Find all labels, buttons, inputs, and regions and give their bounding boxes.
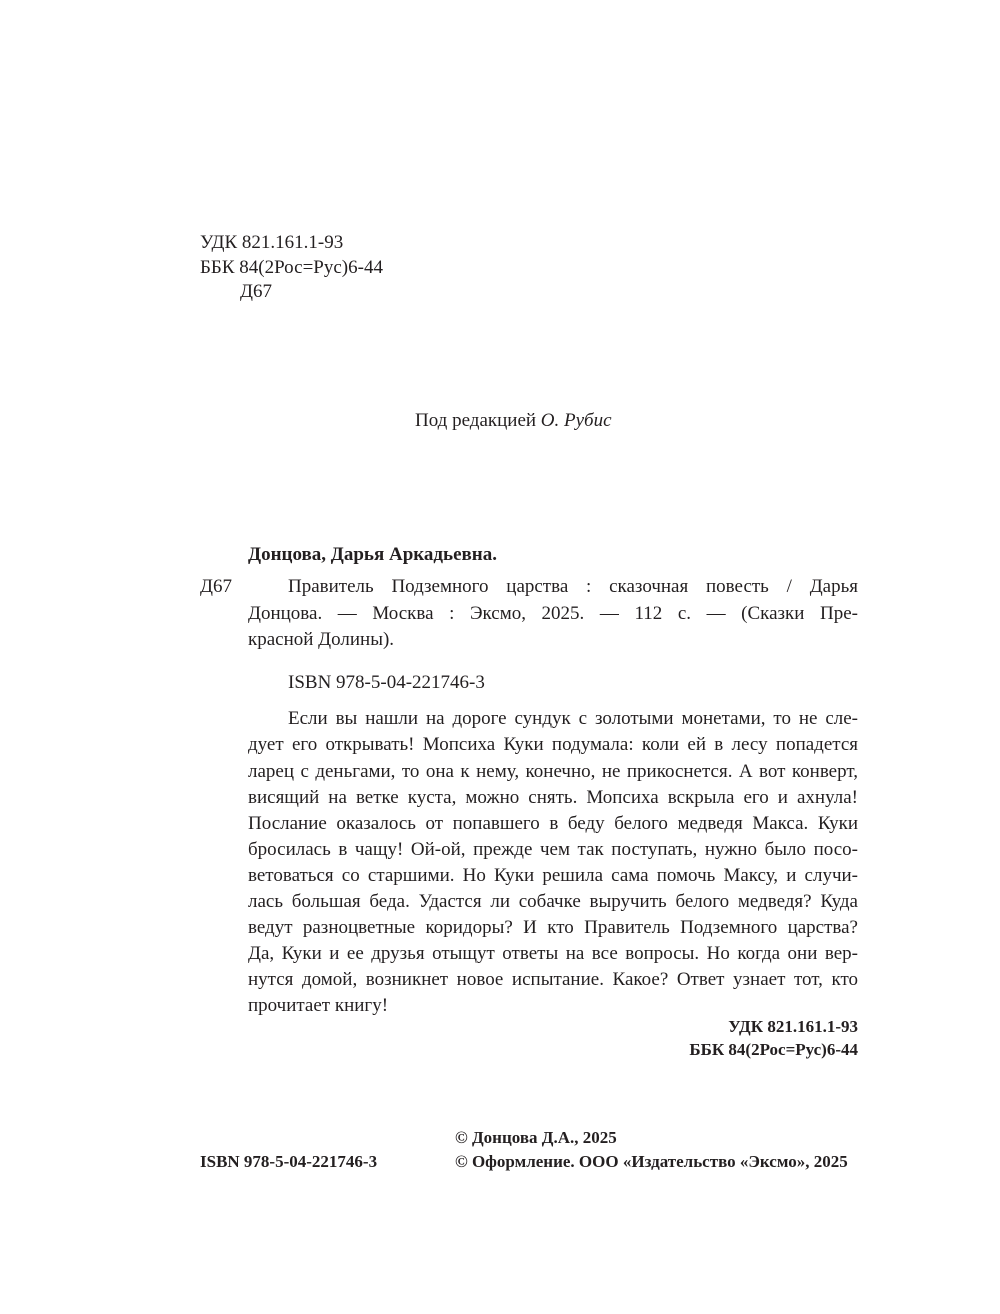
copyright-author: © Донцова Д.А., 2025 bbox=[455, 1128, 617, 1147]
annotation-line: ларец с деньгами, то она к нему, конечно, не прикоснется. А вот конверт, bbox=[248, 761, 858, 782]
annotation-line: висящий на ветке куста, можно снять. Мопсиха вскрыла его и ахнула! bbox=[248, 787, 858, 808]
annotation-line: дует его открывать! Мопсиха Куки подумала: коли ей в лесу попадется bbox=[248, 734, 858, 755]
record-author-mark: Д67 bbox=[200, 576, 232, 597]
footer-udk: УДК 821.161.1-93 bbox=[728, 1017, 858, 1036]
record-line: красной Долины). bbox=[248, 629, 395, 650]
editor-line bbox=[415, 409, 612, 433]
copyright-design: © Оформление. ООО «Издательство «Эксмо», 2025 bbox=[455, 1152, 848, 1171]
record-line: Правитель Подземного царства : сказочная повесть / Дарья bbox=[288, 576, 858, 597]
editor-prefix: Под редакцией bbox=[415, 410, 537, 431]
annotation-line: лась большая беда. Удастся ли собачке выручить белого медведя? Куда bbox=[248, 891, 858, 912]
record-author: Донцова, Дарья Аркадьевна. bbox=[248, 544, 497, 565]
udk-code: УДК 821.161.1-93 bbox=[200, 232, 344, 253]
editor-name: О. Рубис bbox=[540, 410, 612, 431]
annotation-line: Если вы нашли на дороге сундук с золотыми монетами, то не сле- bbox=[288, 708, 858, 729]
annotation-line: бросилась в чащу! Ой-ой, прежде чем так поступать, нужно было посо- bbox=[248, 839, 858, 860]
record-line: Донцова. — Москва : Эксмо, 2025. — 112 с. — (Сказки Пре- bbox=[248, 603, 858, 624]
author-mark: Д67 bbox=[240, 281, 272, 302]
footer-bbk: ББК 84(2Рос=Рус)6-44 bbox=[689, 1040, 858, 1059]
record-isbn: ISBN 978-5-04-221746-3 bbox=[288, 672, 485, 693]
annotation-line: Да, Куки и ее друзья отыщут ответы на все вопросы. Но когда они вер- bbox=[248, 943, 858, 964]
annotation-line: нутся домой, возникнет новое испытание. Какое? Ответ узнает тот, кто bbox=[248, 969, 858, 990]
annotation-line: прочитает книгу! bbox=[248, 995, 389, 1016]
annotation-line: ветоваться со старшими. Но Куки решила сама помочь Максу, и случи- bbox=[248, 865, 858, 886]
bbk-code: ББК 84(2Рос=Рус)6-44 bbox=[200, 257, 383, 278]
copyright-isbn: ISBN 978-5-04-221746-3 bbox=[200, 1152, 378, 1171]
annotation-line: ведут разноцветные коридоры? И кто Правитель Подземного царства? bbox=[248, 917, 858, 938]
annotation-line: Послание оказалось от попавшего в беду белого медведя Макса. Куки bbox=[248, 813, 858, 834]
